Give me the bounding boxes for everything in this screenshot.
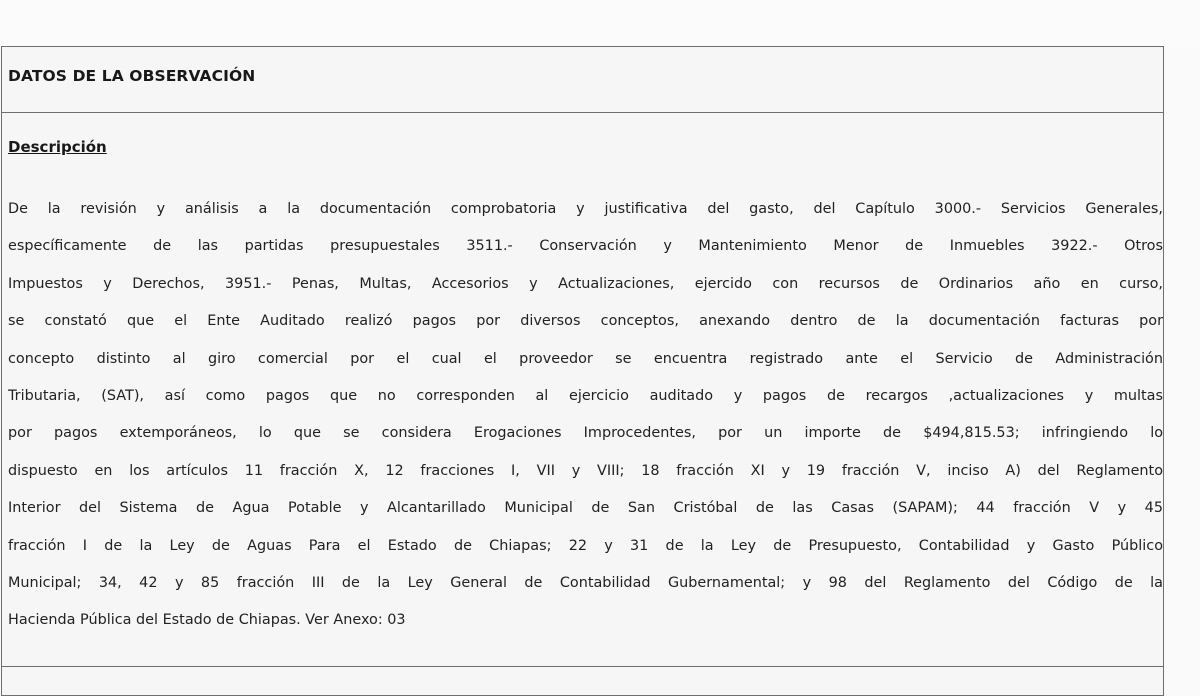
description-line: Tributaria, (SAT), así como pagos que no corresponden al ejercicio auditado y pagos de recargos ,actualizaciones y multas	[8, 387, 1163, 404]
description-line: dispuesto en los artículos 11 fracción X, 12 fracciones I, VII y VIII; 18 fracción XI y 19 fracción V, inciso A) del Reglamento	[8, 462, 1163, 479]
description-line: concepto distinto al giro comercial por el cual el proveedor se encuentra registrado ante el Servicio de Administración	[8, 350, 1163, 367]
description-line: por pagos extemporáneos, lo que se considera Erogaciones Improcedentes, por un importe de $494,815.53; infringiendo lo	[8, 425, 1163, 442]
description-line: específicamente de las partidas presupuestales 3511.- Conservación y Mantenimiento Menor de Inmuebles 3922.- Otros	[8, 238, 1163, 255]
observation-box	[1, 46, 1164, 696]
description-line: Interior del Sistema de Agua Potable y Alcantarillado Municipal de San Cristóbal de las Casas (SAPAM); 44 fracción V y 45	[8, 500, 1163, 517]
description-line: Municipal; 34, 42 y 85 fracción III de la Ley General de Contabilidad Gubernamental; y 98 del Reglamento del Código de la	[8, 574, 1163, 591]
description-line: De la revisión y análisis a la documentación comprobatoria y justificativa del gasto, del Capítulo 3000.- Servicios Generales,	[8, 201, 1163, 217]
observation-header-row	[2, 47, 1163, 113]
description-line: Hacienda Pública del Estado de Chiapas. Ver Anexo: 03	[8, 612, 406, 629]
description-line: Impuestos y Derechos, 3951.- Penas, Multas, Accesorios y Actualizaciones, ejercido con recursos de Ordinarios año en curso,	[8, 275, 1163, 292]
description-body	[8, 198, 1163, 647]
description-line: se constató que el Ente Auditado realizó pagos por diversos conceptos, anexando dentro de la documentación facturas por	[8, 313, 1163, 330]
description-line: fracción I de la Ley de Aguas Para el Estado de Chiapas; 22 y 31 de la Ley de Presupuesto, Contabilidad y Gasto Público	[8, 537, 1163, 554]
observation-title: DATOS DE LA OBSERVACIÓN	[8, 67, 256, 85]
page-background-top	[0, 0, 1200, 46]
description-heading: Descripción	[8, 138, 107, 156]
section-divider	[2, 666, 1163, 667]
